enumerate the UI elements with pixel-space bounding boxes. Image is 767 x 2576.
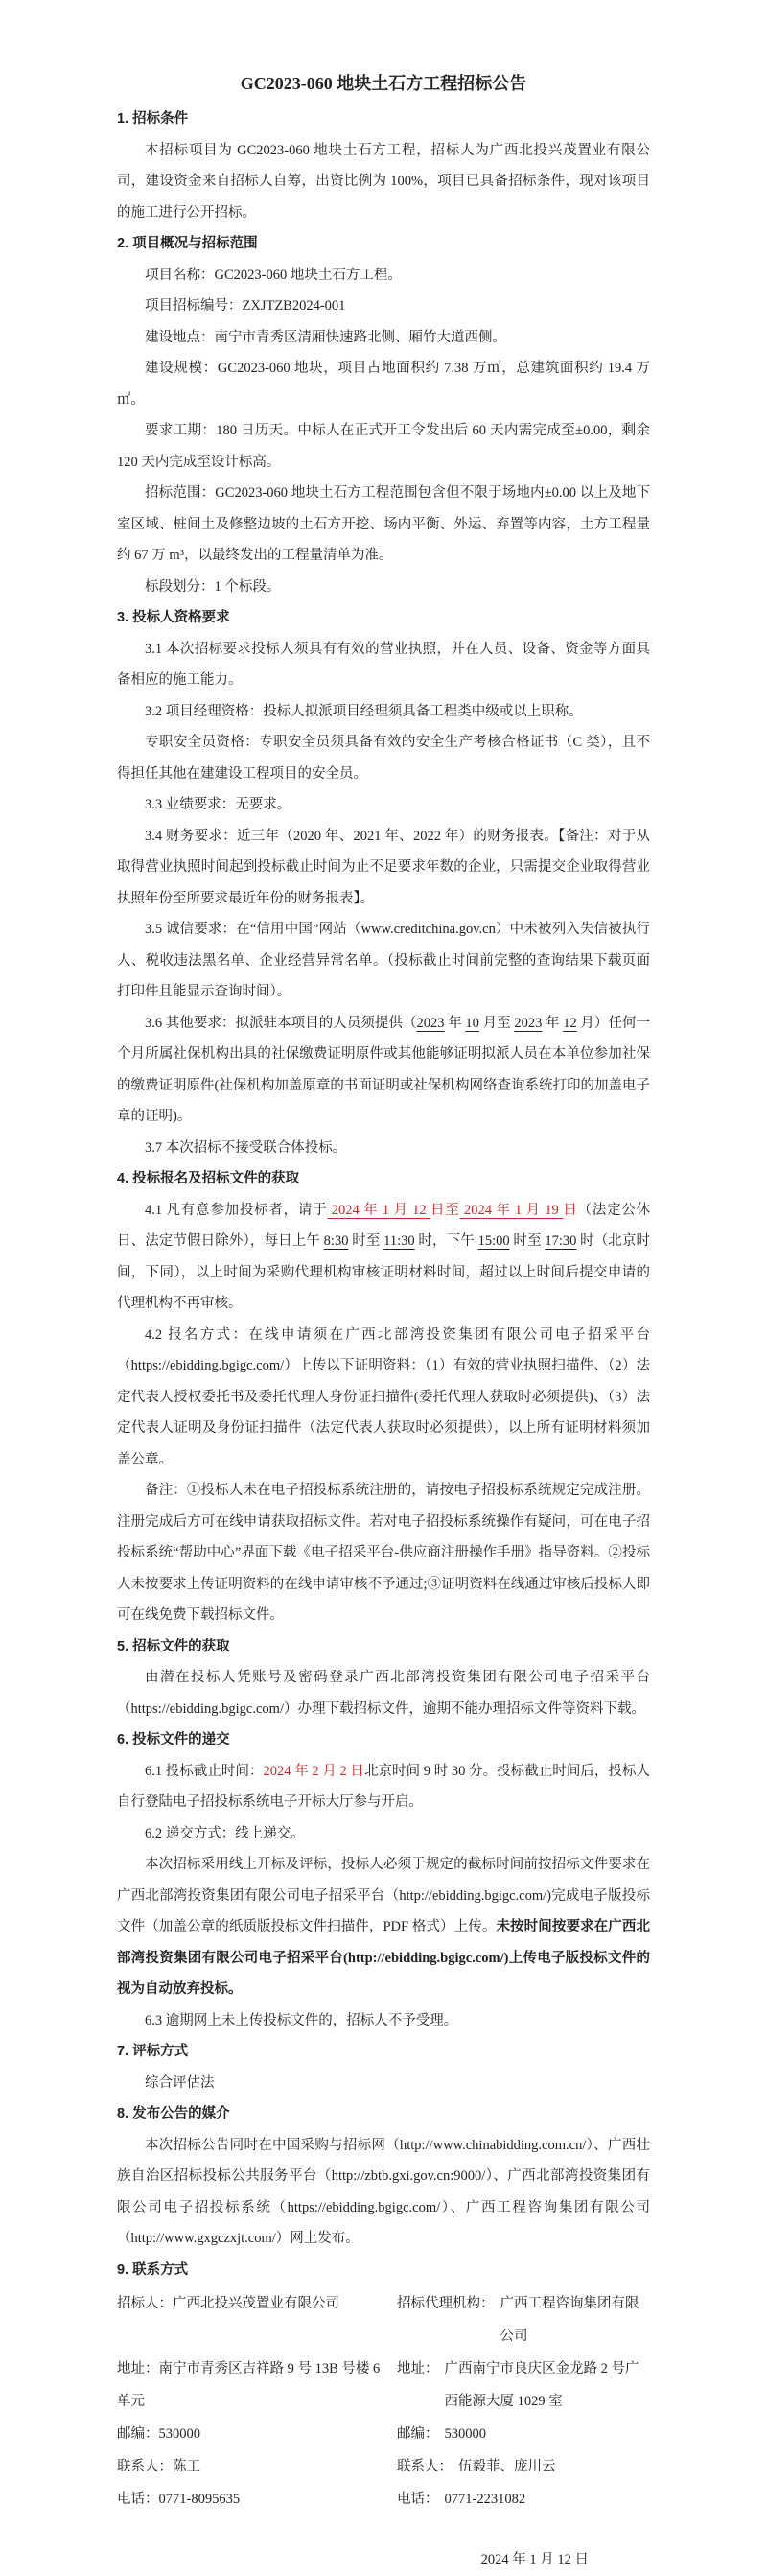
text-segment: 2. 项目概况与招标范围 bbox=[117, 236, 258, 251]
section-heading bbox=[117, 1724, 650, 1756]
doc-paragraph bbox=[117, 789, 650, 821]
text-segment: 4. 投标报名及招标文件的获取 bbox=[117, 1171, 300, 1186]
text-segment: 月至 bbox=[478, 1015, 515, 1031]
text-segment: 招标范围：GC2023-060 地块土石方工程范围包含但不限于场地内±0.00 以上及地下室区域、桩间土及修整边坡的土石方开挖、场内平衡、外运、弃置等内容，土方工程量约 67 万 m³，以最终发出的工程量清单为准。 bbox=[117, 485, 650, 563]
text-segment: 2024 年 1 月 12 bbox=[327, 1202, 431, 1218]
text-segment: 日 bbox=[563, 1202, 578, 1218]
text-segment: 未按时间按要求在广西北部湾投资集团有限公司电子招采平台(http://ebidding.bgigc.com/)上传电子版投标文件的视为自动放弃投标。 bbox=[117, 1919, 650, 1997]
section-heading bbox=[117, 2098, 650, 2130]
contact-right-cell bbox=[397, 2483, 650, 2516]
text-segment: 2023 bbox=[514, 1015, 543, 1031]
text-segment: 由潜在投标人凭账号及密码登录广西北部湾投资集团有限公司电子招采平台（https://ebidding.bgigc.com/）办理下载招标文件，逾期不能办理招标文件等资料下载。 bbox=[117, 1670, 650, 1717]
text-segment: 15:00 bbox=[477, 1233, 510, 1249]
text-segment: 17:30 bbox=[545, 1233, 577, 1249]
contact-label: 联系人： bbox=[397, 2459, 453, 2474]
doc-paragraph bbox=[117, 1195, 650, 1320]
text-segment: 8. 发布公告的媒介 bbox=[117, 2106, 230, 2121]
text-segment: 6.3 逾期网上未上传投标文件的，招标人不予受理。 bbox=[145, 2012, 458, 2028]
text-segment: 北京时间 9 时 30 分。投标截止时间后，投标人自行登陆电子招投标系统电子开标大厅参与开启。 bbox=[117, 1763, 651, 1810]
text-segment: 11:30 bbox=[384, 1233, 415, 1249]
text-segment: 3.5 诚信要求：在“信用中国”网站（www.creditchina.gov.cn）中未被列入失信被执行人、税收违法黑名单、企业经营异常名单。（投标截止时间前完整的查询结果下载页面打印件且能显示查询时间）。 bbox=[117, 922, 650, 999]
text-segment: 项目名称：GC2023-060 地块土石方工程。 bbox=[145, 267, 402, 283]
doc-paragraph bbox=[117, 2130, 650, 2255]
text-segment: 本招标项目为 GC2023-060 地块土石方工程，招标人为广西北投兴茂置业有限公司，建设资金来自招标人自筹，出资比例为 100%，项目已具备招标条件，现对该项目的施工进行公开招标。 bbox=[117, 142, 650, 221]
doc-paragraph bbox=[117, 1756, 650, 1818]
section-heading bbox=[117, 602, 650, 634]
doc-paragraph bbox=[117, 135, 650, 229]
text-segment: 3.7 本次招标不接受联合体投标。 bbox=[145, 1139, 347, 1156]
text-segment: 5. 招标文件的获取 bbox=[117, 1638, 230, 1654]
doc-paragraph bbox=[117, 322, 650, 354]
contact-value: 530000 bbox=[444, 2426, 486, 2442]
contact-section bbox=[117, 2287, 650, 2516]
text-segment: 3.3 业绩要求：无要求。 bbox=[145, 797, 291, 812]
text-segment: 专职安全员资格：专职安全员须具备有效的安全生产考核合格证书（C 类），且不得担任其他在建建设工程项目的安全员。 bbox=[117, 735, 650, 782]
contact-rows bbox=[117, 2287, 650, 2516]
contact-right-cell bbox=[397, 2287, 650, 2353]
text-segment: 2024 年 1 月 19 bbox=[459, 1202, 564, 1218]
text-segment: 3.6 其他要求：拟派驻本项目的人员须提供（ bbox=[145, 1015, 417, 1031]
text-segment: 3.4 财务要求：近三年（2020 年、2021 年、2022 年）的财务报表。【备注：对于从取得营业执照时间起到投标截止时间为止不足要求年数的企业，只需提交企业取得营业执照年份至所要求最近年份的财务报表】。 bbox=[117, 828, 650, 906]
contact-row bbox=[117, 2418, 650, 2450]
doc-paragraph bbox=[117, 727, 650, 789]
text-segment: 日至 bbox=[430, 1202, 460, 1218]
text-segment: 10 bbox=[465, 1015, 479, 1031]
text-segment: 7. 评标方式 bbox=[117, 2044, 189, 2059]
contact-row bbox=[117, 2353, 650, 2418]
text-segment: 12 bbox=[563, 1015, 577, 1031]
doc-paragraph bbox=[117, 478, 650, 572]
section-heading bbox=[117, 1163, 650, 1195]
text-segment: （法定公休日、法定节假日除外），每日上午 bbox=[117, 1202, 651, 1249]
contact-value: 0771-2231082 bbox=[444, 2492, 526, 2507]
contact-label: 招标代理机构： bbox=[397, 2296, 495, 2311]
contact-left-cell: 招标人：广西北投兴茂置业有限公司 bbox=[117, 2296, 339, 2311]
doc-paragraph bbox=[117, 260, 650, 292]
text-segment: 本次招标采用线上开标及评标，投标人必须于规定的截标时间前按招标文件要求在广西北部湾投资集团有限公司电子招采平台（http://ebidding.bgigc.com/)完成电子版投标文件（加盖公章的纸质版投标文件扫描件，PDF 格式）上传。 bbox=[117, 1857, 650, 1934]
text-segment: 1. 招标条件 bbox=[117, 111, 189, 127]
text-segment: 标段划分：1 个标段。 bbox=[145, 578, 281, 595]
doc-paragraph bbox=[117, 821, 650, 915]
text-segment: 3.1 本次招标要求投标人须具有有效的营业执照，并在人员、设备、资金等方面具备相应的施工能力。 bbox=[117, 641, 650, 688]
doc-paragraph bbox=[117, 291, 650, 322]
contact-row bbox=[117, 2287, 650, 2353]
text-segment: 6.1 投标截止时间： bbox=[145, 1763, 264, 1779]
contact-left-cell: 电话：0771-8095635 bbox=[117, 2492, 241, 2507]
doc-paragraph bbox=[117, 1662, 650, 1724]
doc-paragraph bbox=[117, 2005, 650, 2037]
text-segment: 4.2 报名方式：在线申请须在广西北部湾投资集团有限公司电子招采平台（https://ebidding.bgigc.com/）上传以下证明资料：（1）有效的营业执照扫描件、（2）法定代表人授权委托书及委托代理人身份证扫描件(委托代理人获取时必须提供)、（3）法定代表人证明及身份证扫描件（法定代表人获取时必须提供），以上所有证明材料须加盖公章。 bbox=[117, 1326, 650, 1467]
text-segment: 年 bbox=[444, 1015, 466, 1031]
text-segment: 要求工期：180 日历天。中标人在正式开工令发出后 60 天内需完成至±0.00，剩余 120 天内完成至设计标高。 bbox=[117, 423, 650, 470]
contact-label: 邮编： bbox=[397, 2426, 439, 2442]
text-segment: 9. 联系方式 bbox=[117, 2261, 189, 2278]
text-segment: 时至 bbox=[509, 1233, 546, 1249]
text-segment: 备注：①投标人未在电子招投标系统注册的，请按电子招投标系统规定完成注册。注册完成后方可在线申请获取招标文件。若对电子招投标系统操作有疑问，可在电子招投标系统“帮助中心”界面下载《电子招采平台-供应商注册操作手册》指导资料。②投标人未按要求上传证明资料的在线申请审核不予通过;③证明资料在线通过审核后投标人即可在线免费下载招标文件。 bbox=[117, 1483, 650, 1623]
contact-label: 电话： bbox=[397, 2492, 439, 2507]
text-segment: 2023 bbox=[416, 1015, 445, 1031]
doc-paragraph bbox=[117, 634, 650, 696]
section-heading bbox=[117, 228, 650, 260]
doc-paragraph bbox=[117, 914, 650, 1008]
section-heading bbox=[117, 104, 650, 135]
text-segment: 本次招标公告同时在中国采购与招标网（http://www.chinabidding.com.cn/）、广西壮族自治区招标投标公共服务平台（http://zbtb.gxi.gov.cn:9000/）、广西北部湾投资集团有限公司电子招投标系统（https://ebidding.bgigc.com/）、广西工程咨询集团有限公司（http://www.gxgczxjt.com/）网上发布。 bbox=[117, 2137, 650, 2246]
doc-paragraph bbox=[117, 1849, 650, 2005]
contact-left-cell: 地址：南宁市青秀区吉祥路 9 号 13B 号楼 6 单元 bbox=[117, 2361, 381, 2409]
text-segment: 时，下午 bbox=[414, 1233, 478, 1249]
contact-row bbox=[117, 2450, 650, 2483]
section-heading bbox=[117, 2255, 650, 2286]
doc-paragraph bbox=[117, 415, 650, 478]
text-segment: 时（北京时间，下同），以上时间为采购代理机构审核证明材料时间，超过以上时间后提交申请的代理机构不再审核。 bbox=[117, 1233, 651, 1311]
contact-right-cell bbox=[397, 2418, 650, 2450]
text-segment: 6. 投标文件的递交 bbox=[117, 1732, 230, 1747]
doc-paragraph bbox=[117, 1818, 650, 1850]
contact-left-cell: 联系人：陈工 bbox=[117, 2459, 200, 2474]
text-segment: 项目招标编号：ZXJTZB2024-001 bbox=[145, 298, 346, 314]
text-segment: 建设地点：南宁市青秀区清厢快速路北侧、厢竹大道西侧。 bbox=[145, 329, 506, 345]
text-segment: 综合评估法 bbox=[145, 2074, 215, 2091]
doc-paragraph bbox=[117, 1133, 650, 1164]
contact-right-cell bbox=[397, 2353, 650, 2418]
text-segment: 2024 年 2 月 2 日 bbox=[263, 1763, 364, 1779]
doc-paragraph bbox=[117, 1320, 650, 1476]
contact-right-cell bbox=[397, 2450, 650, 2483]
text-segment: 4.1 凡有意参加投标者，请于 bbox=[145, 1202, 328, 1218]
doc-paragraph bbox=[117, 353, 650, 415]
section-heading bbox=[117, 1631, 650, 1663]
contact-value: 广西工程咨询集团有限公司 bbox=[500, 2296, 639, 2344]
doc-paragraph bbox=[117, 696, 650, 728]
text-segment: 3.2 项目经理资格：投标人拟派项目经理须具备工程类中级或以上职称。 bbox=[145, 703, 583, 719]
doc-paragraph bbox=[117, 2068, 650, 2099]
contact-row bbox=[117, 2483, 650, 2516]
contact-value: 广西南宁市良庆区金龙路 2 号广西能源大厦 1029 室 bbox=[444, 2361, 639, 2409]
page-title: GC2023-060 地块土石方工程招标公告 bbox=[240, 74, 527, 93]
text-segment: 时至 bbox=[348, 1233, 384, 1249]
doc-paragraph bbox=[117, 1008, 650, 1133]
doc-blocks bbox=[117, 104, 650, 2285]
text-segment: 建设规模：GC2023-060 地块，项目占地面积约 7.38 万㎡，总建筑面积约 19.4 万㎡。 bbox=[117, 361, 650, 408]
text-segment: 6.2 递交方式：线上递交。 bbox=[145, 1825, 305, 1841]
contact-value: 伍毅菲、庞川云 bbox=[458, 2459, 556, 2474]
contact-label: 地址： bbox=[397, 2361, 439, 2377]
text-segment: 3. 投标人资格要求 bbox=[117, 610, 230, 625]
doc-paragraph bbox=[117, 572, 650, 603]
section-heading bbox=[117, 2036, 650, 2068]
text-segment: 8:30 bbox=[323, 1233, 349, 1249]
doc-paragraph bbox=[117, 1475, 650, 1631]
contact-left-cell: 邮编：530000 bbox=[117, 2426, 200, 2442]
text-segment: 月）任何一个月所属社保机构出具的社保缴费证明原件或其他能够证明拟派人员在本单位参加社保的缴费证明原件(社保机构加盖原章的书面证明或社保机构网络查询系统打印的加盖电子章的证明)。 bbox=[117, 1015, 651, 1124]
announcement-date: 2024 年 1 月 12 日 bbox=[480, 2552, 589, 2567]
text-segment: 年 bbox=[542, 1015, 564, 1031]
